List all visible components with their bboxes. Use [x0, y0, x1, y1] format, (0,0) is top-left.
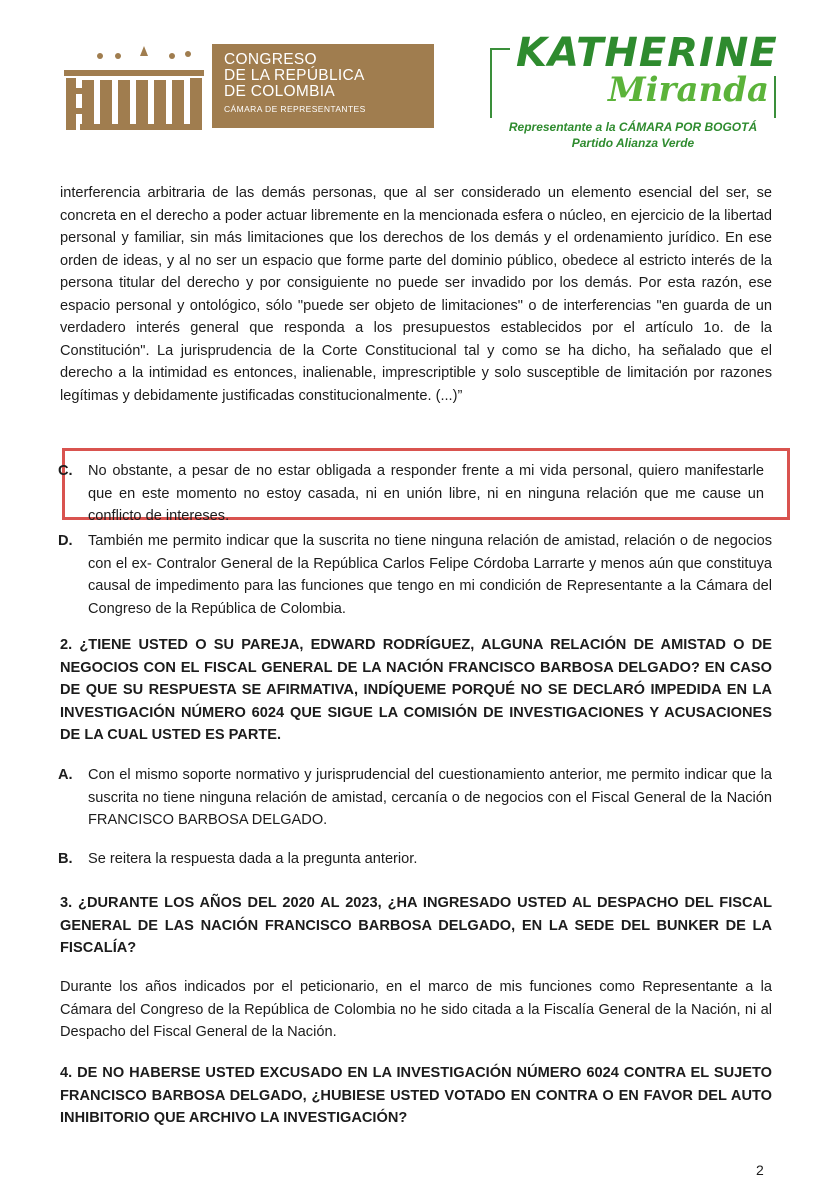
congreso-name-box — [212, 44, 434, 128]
question-4: 4. DE NO HABERSE USTED EXCUSADO EN LA INVESTIGACIÓN NÚMERO 6024 CONTRA EL SUJETO FRANCISCO BARBOSA DELGADO, ¿HUBIESE USTED VOTADO EN CONTRA O EN FAVOR DEL AUTO INHIBITORIO QUE ARCHIVO LA INVESTIGACIÓN? — [60, 1065, 772, 1126]
representative-logo — [480, 30, 780, 150]
intro-paragraph: interferencia arbitraria de las demás personas, que al ser considerado un elemento esencial del ser, se concreta en el derecho a poder actuar libremente en la mencionada esfera o núcleo, en ejercicio de la libertad personal y familiar, sin más limitaciones que los derechos de los demás y el ordenamiento jurídico. En ese orden de ideas, y al no ser un espacio que forme parte del dominio público, obedece al estricto interés de la persona titular del derecho y por consiguiente no puede ser invadido por los demás. Por esta razón, ese espacio personal y ontológico, sólo "puede ser objeto de limitaciones" o de interferencias "en guarda de un verdadero interés general que responda a los presupuestos establecidos por el artículo 1o. de la Constitución". La jurisprudencia de la Corte Constitucional tal y como se ha dicho, ha señalado que el derecho a la intimidad es entonces, inalienable, imprescriptible y solo susceptible de limitación por razones legítimas y debidamente justificadas constitucionalmente. (...)” — [60, 185, 772, 404]
congreso-logo — [62, 40, 372, 130]
question-3: 3. ¿DURANTE LOS AÑOS DEL 2020 AL 2023, ¿HA INGRESADO USTED AL DESPACHO DEL FISCAL GENERAL DE LAS NACIÓN FRANCISCO BARBOSA DELGADO, EN LA SEDE DEL BUNKER DE LA FISCALÍA? — [60, 895, 772, 956]
congreso-line-3: DE COLOMBIA — [224, 83, 335, 100]
item-d-label: D. — [58, 533, 73, 549]
congreso-subtitle: CÁMARA DE REPRESENTANTES — [224, 104, 366, 114]
representative-party: Partido Alianza Verde — [571, 136, 695, 150]
congreso-line-1: CONGRESO — [224, 51, 317, 68]
item-2b-label: B. — [58, 851, 73, 867]
page-number: 2 — [756, 1162, 764, 1178]
item-2a-text: Con el mismo soporte normativo y jurisprudencial del cuestionamiento anterior, me permito indicar que la suscrita no tiene ninguna relación de amistad, cercanía o de negocios con el Fiscal General de la Nación FRANCISCO BARBOSA DELGADO. — [88, 767, 772, 828]
item-2a — [58, 764, 772, 832]
item-2a-label: A. — [58, 767, 73, 783]
congreso-line-2: DE LA REPÚBLICA — [224, 67, 365, 84]
item-2b-text: Se reitera la respuesta dada a la pregunta anterior. — [88, 851, 418, 867]
representative-last-name: Miranda — [608, 70, 770, 110]
item-c-text: No obstante, a pesar de no estar obligada a responder frente a mi vida personal, quiero manifestarle que en este momento no estoy casada, ni en unión libre, ni en ninguna relación que me cause un conflicto de intereses. — [88, 463, 764, 524]
question-2: 2. ¿TIENE USTED O SU PAREJA, EDWARD RODRÍGUEZ, ALGUNA RELACIÓN DE AMISTAD O DE NEGOCIOS CON EL FISCAL GENERAL DE LA NACIÓN FRANCISCO BARBOSA DELGADO? EN CASO DE QUE SU RESPUESTA SE AFIRMATIVA, INDÍQUEME PORQUÉ NO SE DECLARÓ IMPEDIDA EN LA INVESTIGACIÓN NÚMERO 6024 QUE SIGUE LA COMISIÓN DE INVESTIGACIONES Y ACUSACIONES DE LA CUAL USTED ES PARTE. — [60, 637, 772, 743]
item-c-label: C. — [58, 463, 73, 479]
item-c — [58, 460, 764, 528]
capitol-building-icon — [62, 40, 212, 130]
answer-3: Durante los años indicados por el peticionario, en el marco de mis funciones como Representante a la Cámara del Congreso de la República de Colombia no he sido citada a la Fiscalía General de la Nación, ni al Despacho del Fiscal General de la Nación. — [60, 979, 772, 1040]
item-d-text: También me permito indicar que la suscrita no tiene ninguna relación de amistad, relación o de negocios con el ex- Contralor General de la República Carlos Felipe Córdoba Larrarte y menos aún que constituya causal de impedimento para las funciones que tengo en mi condición de Representante a la Cámara del Congreso de la República de Colombia. — [88, 533, 772, 617]
item-2b — [58, 848, 772, 871]
item-d — [58, 530, 772, 620]
representative-role: Representante a la CÁMARA POR BOGOTÁ — [508, 120, 758, 134]
representative-first-name: KATHERINE — [510, 30, 784, 76]
